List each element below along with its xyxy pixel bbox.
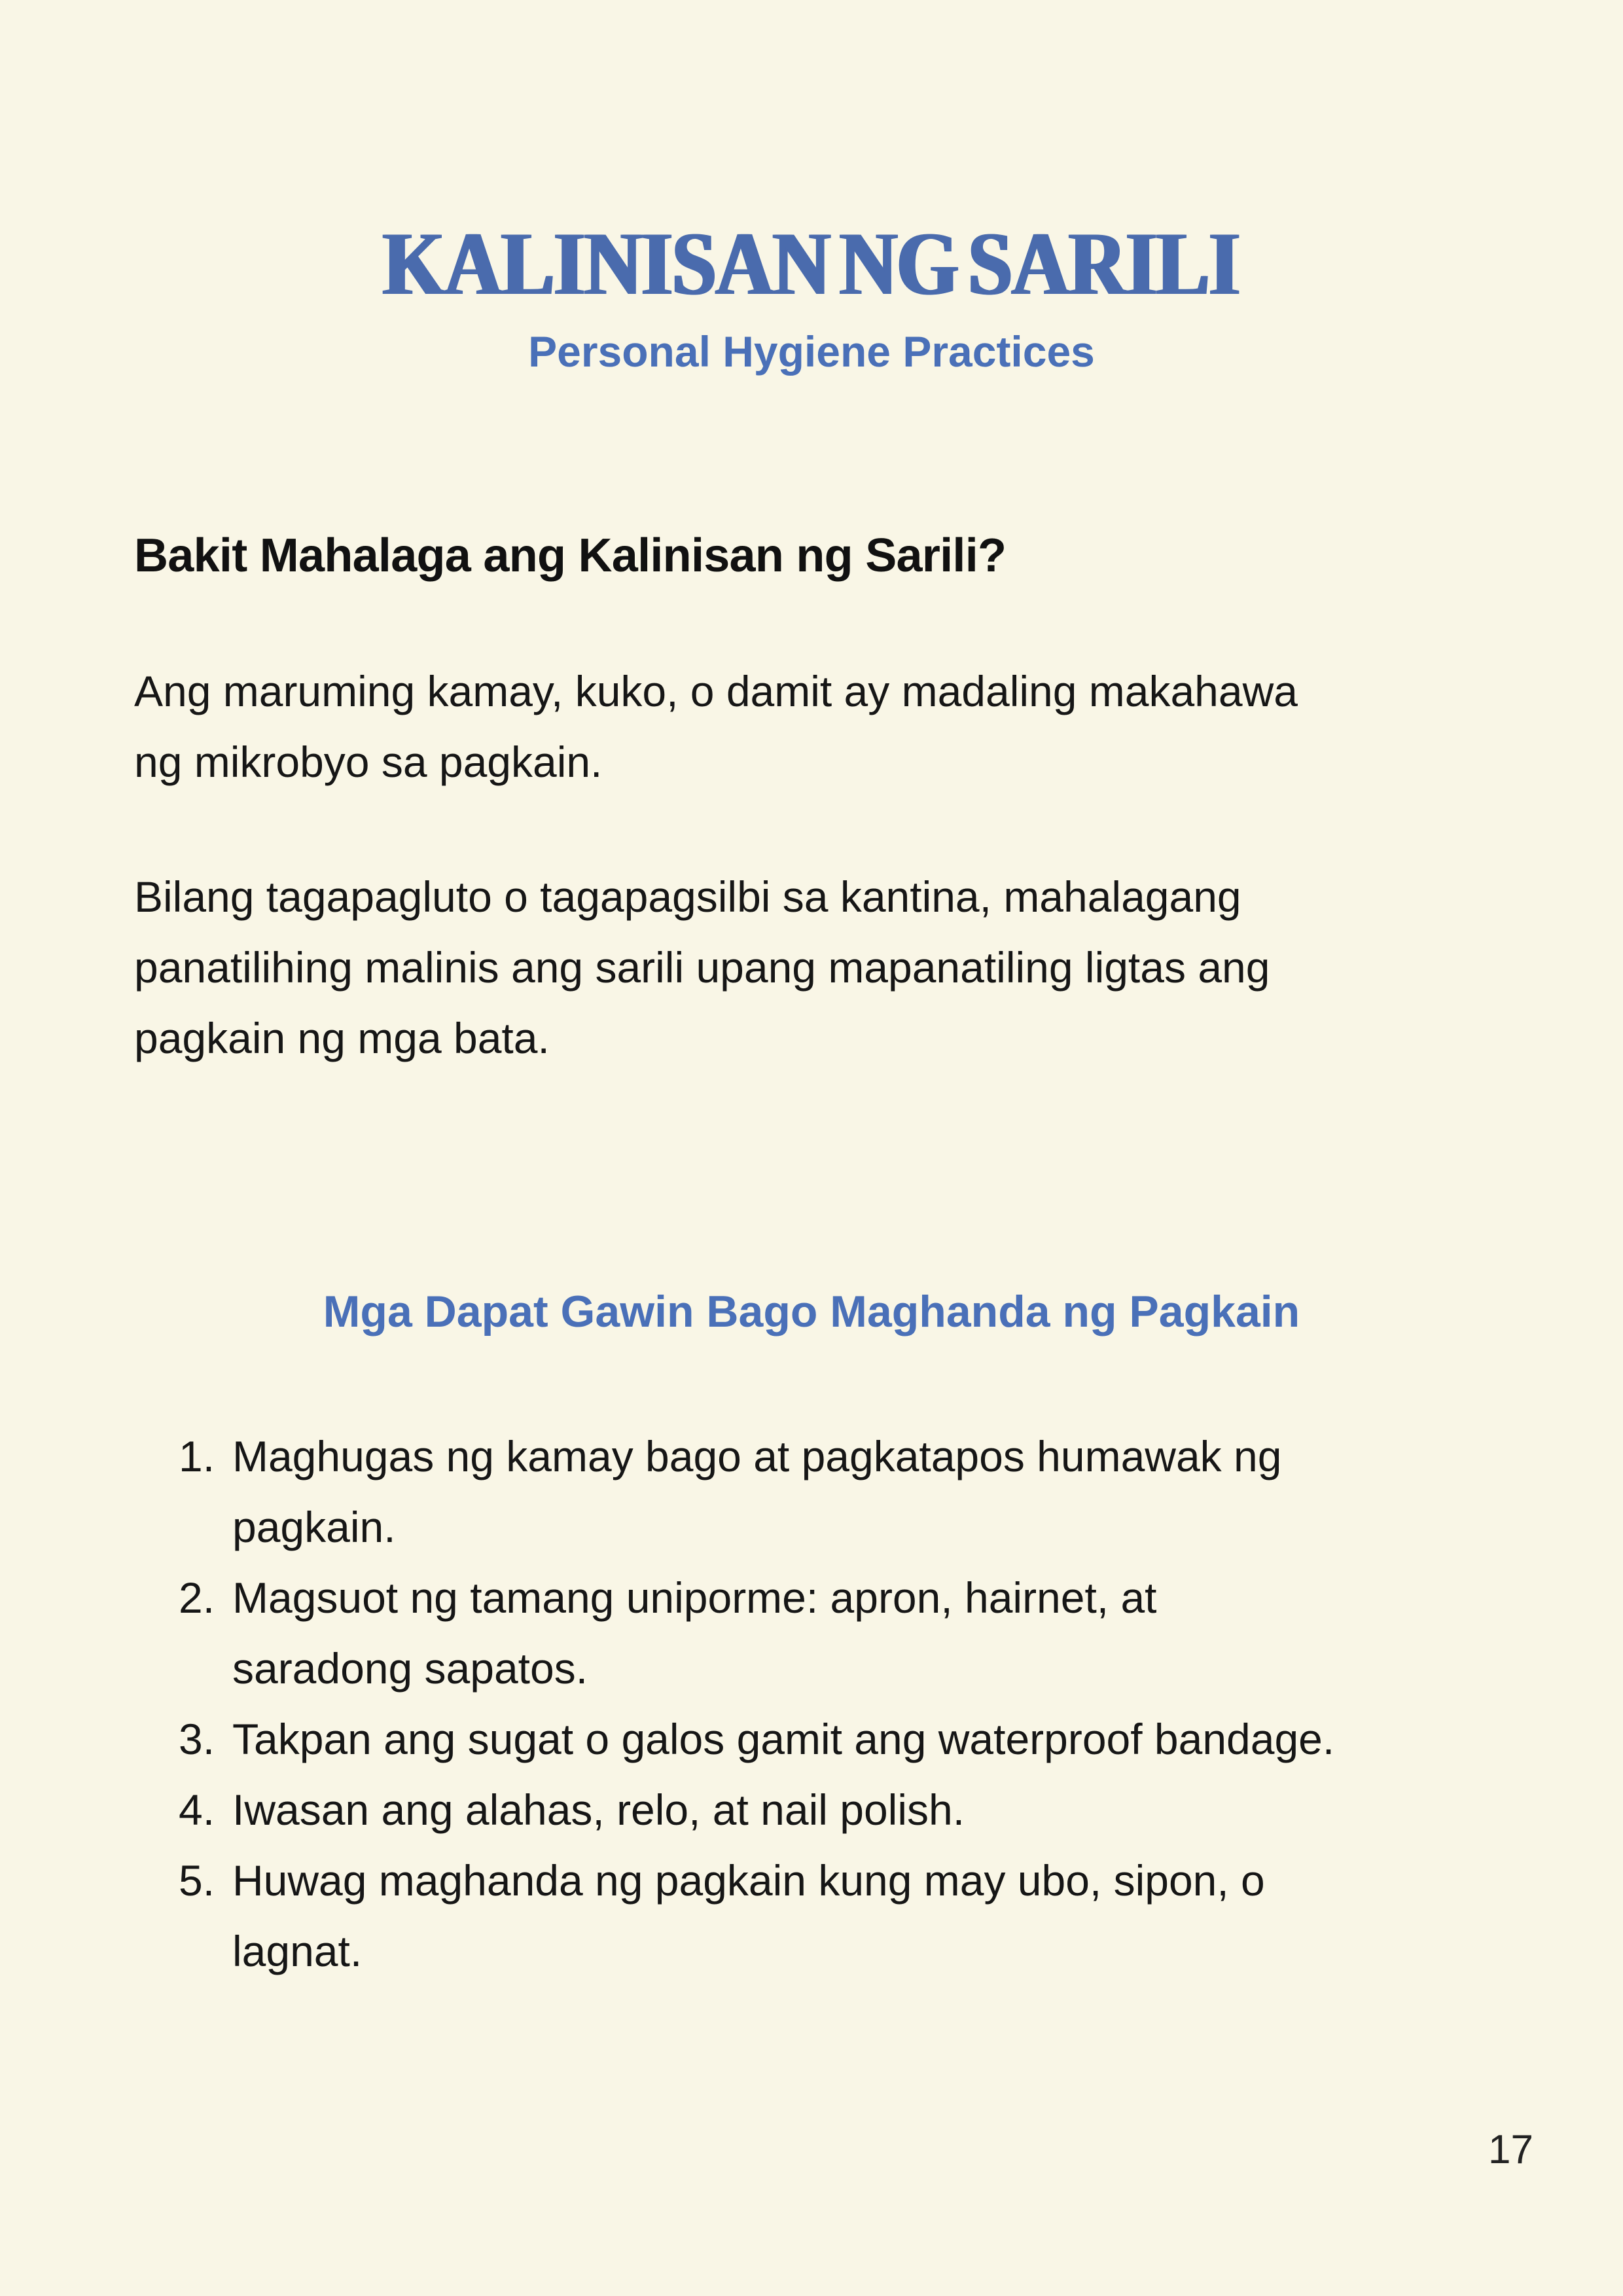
list-item-3-text: Takpan ang sugat o galos gamit ang waterproof bandage. bbox=[232, 1715, 1335, 1763]
list-item-2-text: Magsuot ng tamang uniporme: apron, hairnet, at saradong sapatos. bbox=[232, 1573, 1157, 1693]
list-item-2-number: 2. bbox=[179, 1573, 215, 1622]
list-item-1-text: Maghugas ng kamay bago at pagkatapos humawak ng pagkain. bbox=[232, 1432, 1282, 1551]
list-item-4-number: 4. bbox=[179, 1785, 215, 1834]
section-heading-preparation: Mga Dapat Gawin Bago Maghanda ng Pagkain bbox=[323, 1287, 1300, 1336]
page-subtitle: Personal Hygiene Practices bbox=[528, 327, 1095, 376]
preparation-list bbox=[134, 1421, 1344, 1986]
list-item-4-text: Iwasan ang alahas, relo, at nail polish. bbox=[232, 1785, 965, 1834]
list-item-1-number: 1. bbox=[179, 1432, 215, 1480]
list-item-5 bbox=[134, 1845, 1344, 1986]
paragraph-1: Ang maruming kamay, kuko, o damit ay madaling makahawa ng mikrobyo sa pagkain. bbox=[134, 667, 1298, 786]
page-number: 17 bbox=[1488, 2127, 1533, 2172]
page-title bbox=[0, 209, 1623, 318]
list-item-2 bbox=[134, 1562, 1344, 1704]
section-heading-why: Bakit Mahalaga ang Kalinisan ng Sarili? bbox=[134, 529, 1007, 582]
page-title-text: KALINISAN NG SARILI bbox=[383, 213, 1240, 314]
list-item-3-number: 3. bbox=[179, 1715, 215, 1763]
list-item-5-text: Huwag maghanda ng pagkain kung may ubo, sipon, o lagnat. bbox=[232, 1856, 1265, 1975]
list-item-5-number: 5. bbox=[179, 1856, 215, 1905]
list-item-4 bbox=[134, 1774, 1344, 1845]
paragraph-2: Bilang tagapagluto o tagapagsilbi sa kantina, mahalagang panatilihing malinis ang sarili upang mapanatiling ligtas ang pagkain ng mga bata. bbox=[134, 872, 1270, 1062]
list-item-1 bbox=[134, 1421, 1344, 1562]
list-item-3 bbox=[134, 1704, 1344, 1774]
